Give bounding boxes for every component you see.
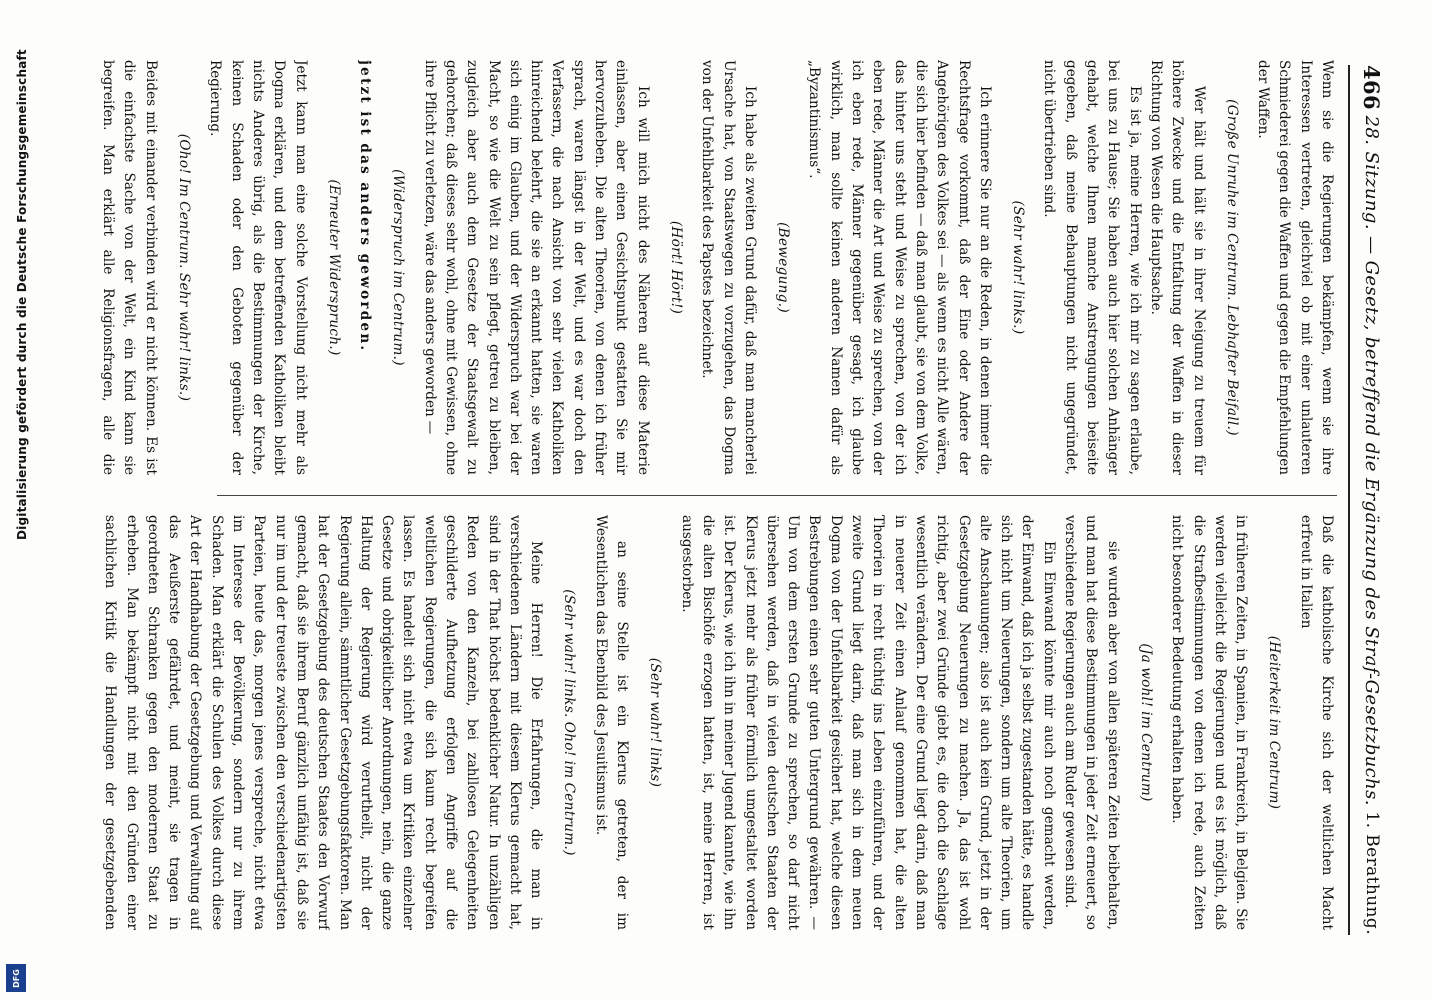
header-title: 28. Sitzung. — Gesetz, betreffend die Ergänzung des Straf-Gesetzbuchs. xyxy=(1361,115,1383,806)
paragraph: an seine Stelle ist ein Klerus getreten, der im Wesentlichen das Ebenbild des Jesuitismus ist. xyxy=(592,515,631,930)
interjection: (Oho! Im Centrum. Sehr wahr! links.) xyxy=(176,133,193,402)
paragraph: Ich habe als zweiten Grund dafür, daß man mancherlei Ursache hat, von Staatswegen zu vorzugehen, das Dogma von der Unfehlbarkeit des Papstes bezeichnet. xyxy=(699,60,758,475)
interjection: (Erneuter Widerspruch.) xyxy=(325,179,342,356)
dfg-logo: DFG xyxy=(6,964,26,992)
header-part: 1. Berathung. xyxy=(1362,811,1382,935)
header-rule xyxy=(1348,65,1350,935)
interjection: (Ja wohl! im Centrum) xyxy=(1137,643,1154,802)
interjection: (Bewegung.) xyxy=(775,222,792,313)
interjection: (Hört! Hört!) xyxy=(667,220,684,315)
digitization-credit xyxy=(2,0,28,1000)
left-text-column xyxy=(97,60,1337,475)
interjection: (Sehr wahr! links. Oho! im Centrum.) xyxy=(561,589,578,856)
credit-text: Digitalisierung gefördert durch die Deutsche Forschungsgemeinschaft xyxy=(15,49,29,540)
paragraph: Daß die katholische Kirche sich der weltlichen Macht erfreut in Italien xyxy=(1297,515,1335,930)
running-header xyxy=(1352,65,1392,935)
paragraph: Wer hält und hält sie in ihrer Neigung zu treuem für höhere Zwecke und die Entfaltung der Waffen in dieser Richtung von Wesen die Hauptsache. xyxy=(1147,60,1207,475)
interjection: (Heiterkeit im Centrum) xyxy=(1266,635,1283,810)
interjection: (Große Unruhe im Centrum. Lebhafter Beifall.) xyxy=(1223,99,1240,436)
paragraph: Beides mit einander verbinden wird er nicht können. Es ist die einfachste Sache von der Welt, ein Kind kann sie begreifen. Man erklärt alle Religionsfragen, alle die xyxy=(100,60,159,475)
paragraph: Ich will mich nicht des Näheren auf diese Materie einlassen, aber einen Gesichtspunkt gestatten Sie mir hervorzuheben. Die alten Theorien, von denen ich früher sprach, waren längst in der Welt, und es war doch den Verfassern, die nach Ansicht von sehr vielen Katholiken hinreichend belehrt, die sie an erkannt hatten, sie waren sich einig im Glauben, und der Widerspruch war bei der Macht, so wie die Welt zu sein pflegt, getreu zu bleiben, zugleich aber auch dem Gesetze der Staatsgewalt zu gehorchen; daß dieses sehr wohl, ohne mit Gewissen, ohne ihre Pflicht zu verletzen, wäre das anders geworden — xyxy=(421,60,651,475)
interjection: (Sehr wahr! links.) xyxy=(1010,200,1027,335)
paragraph: Jetzt kann man eine solche Vorstellung nicht mehr als Dogma erklären, und dem betreffenden Katholiken bleibt nichts Anderes übrig, als die Bestimmungen der Kirche, keinen Schaden oder den Geboten gegenüber der Regierung. xyxy=(207,60,309,475)
interjection: (Sehr wahr! links) xyxy=(647,657,664,788)
paragraph: Meine Herren! Die Erfahrungen, die man in verschiedenen Ländern mit diesem Klerus gemacht hat, sind in der That höchst bedenklicher Natur. In unzähligen Reden von den Kanzeln, bei zahllosen Gelegenheiten geschilderte Aufhetzung erfolgen Angriffe auf die weltlichen Regierungen, die sich kaum recht begreifen lassen. Es handelt sich nicht etwa um Kritiken einzelner Gesetze und obrigkeitlicher Anordnungen, nein, die ganze Haltung der Regierung wird verurtheilt, nicht der Regierung allein, sämmtlicher Gesetzgebungsfaktoren. Man hat der Gesetzgebung des deutschen Staates den Vorwurf gemacht, daß sie ihrem Beruf gänzlich unfähig ist, daß sie nur im und der treueste zwischen den verschiedenartigsten Parteien, heute das, morgen jenes verspreche, nicht etwa im Interesse der Bevölkerung, sondern nur zu ihrem Schaden. Man erklärt die Schulen des Volkes durch diese Art der Handhabung der Gesetzgebung und Verwaltung auf das Aeußerste gefährdet, und meint, sie tragen in geordneten Schranken gegen den modernen Staat zu erheben. Man bekämpft nicht mit den Gründen einer sachlichen Kritik die Handlungen der gesetzgebenden xyxy=(102,515,545,930)
paragraph: Ich erinnere Sie nur an die Reden, in denen immer die Rechtsfrage vorkommt, daß der Eine oder Andere der Angehörigen des Volkes sei — als wenn es nicht Alle wären, die sich hier befinden — daß man glaubt, sie von dem Volke, das hinter uns steht und Weise zu sprechen, von der ich eben rede, Männer die Art und Weise zu sprechen, von der ich eben rede, Männer gegenüber gesagt, ich glaube wirklich, man sollte keinen anderen Namen dafür als „Byzantinismus“. xyxy=(806,60,993,475)
column-divider xyxy=(217,495,1337,496)
paragraph: in früheren Zeiten, in Spanien, in Frankreich, in Belgien. Sie werden vielleicht die Regierungen und es ist möglich, daß die Strafbestimmungen von denen ich rede, auch Zeiten nicht besonderer Bedeutung erhalten haben. xyxy=(1169,515,1250,930)
paragraph: sie wurden aber von allen späteren Zeiten beibehalten, und man hat diese Bestimmungen in jeder Zeit erneuert, so verschiedene Regierungen auch am Ruder gewesen sind. xyxy=(1062,515,1121,930)
paragraph: Wenn sie die Regierungen bekämpfen, wenn sie ihre Interessen vertreten, gleichviel ob mit einer unlauteren Schmiederei gegen die Waffen und gegen die Empfehlungen der Waffen. xyxy=(1255,60,1335,475)
paragraph: jetzt ist das anders geworden. xyxy=(357,60,374,353)
paragraph: Ein Einwand könnte mir auch noch gemacht werden, der Einwand, daß ich ja selbst zugestanden hätte, es handle sich nicht um Neuerungen, sondern um alte Theorien, um alte Anschauungen; also ist auch kein Grund, jetzt in der Gesetzgebung Neuerungen zu machen. Ja, das ist wohl richtig, aber zwei Gründe giebt es, die doch die Sachlage wesentlich verändern. Der eine Grund liegt darin, daß man in neuerer Zeit einen Anlauf genommen hat, die alten Theorien in recht tüchtig ins Leben einzuführen, und der zweite Grund liegt darin, daß man sich in dem neuen Dogma von der Unfehlbarkeit gesichert hat, welche diesen Bestrebungen einen sehr guten Untergrund gewähren. — Um von dem ersten Grunde zu sprechen, so darf nicht übersehen werden, daß in vielen deutschen Staaten der Klerus jetzt mehr als früher förmlich umgestaltet worden ist. Der Klerus, wie ich ihn in meiner Jugend kannte, wie ihn die alten Bischöfe erzogen hatten, ist, meine Herren, ist ausgestorben. xyxy=(678,515,1057,930)
right-text-column xyxy=(97,515,1337,930)
interjection: (Widerspruch im Centrum.) xyxy=(390,169,407,366)
page-number: 466 xyxy=(1359,65,1385,111)
paragraph: Es ist ja, meine Herren, wie ich mir zu sagen erlaube, bei uns zu Hause; Sie haben auch hier solchen Anhänger gehabt, welche Ihnen manche Anstrengungen beiseite gegeben, daß meine Behauptungen nicht ungegründet, nicht übertrieben sind. xyxy=(1041,60,1143,475)
